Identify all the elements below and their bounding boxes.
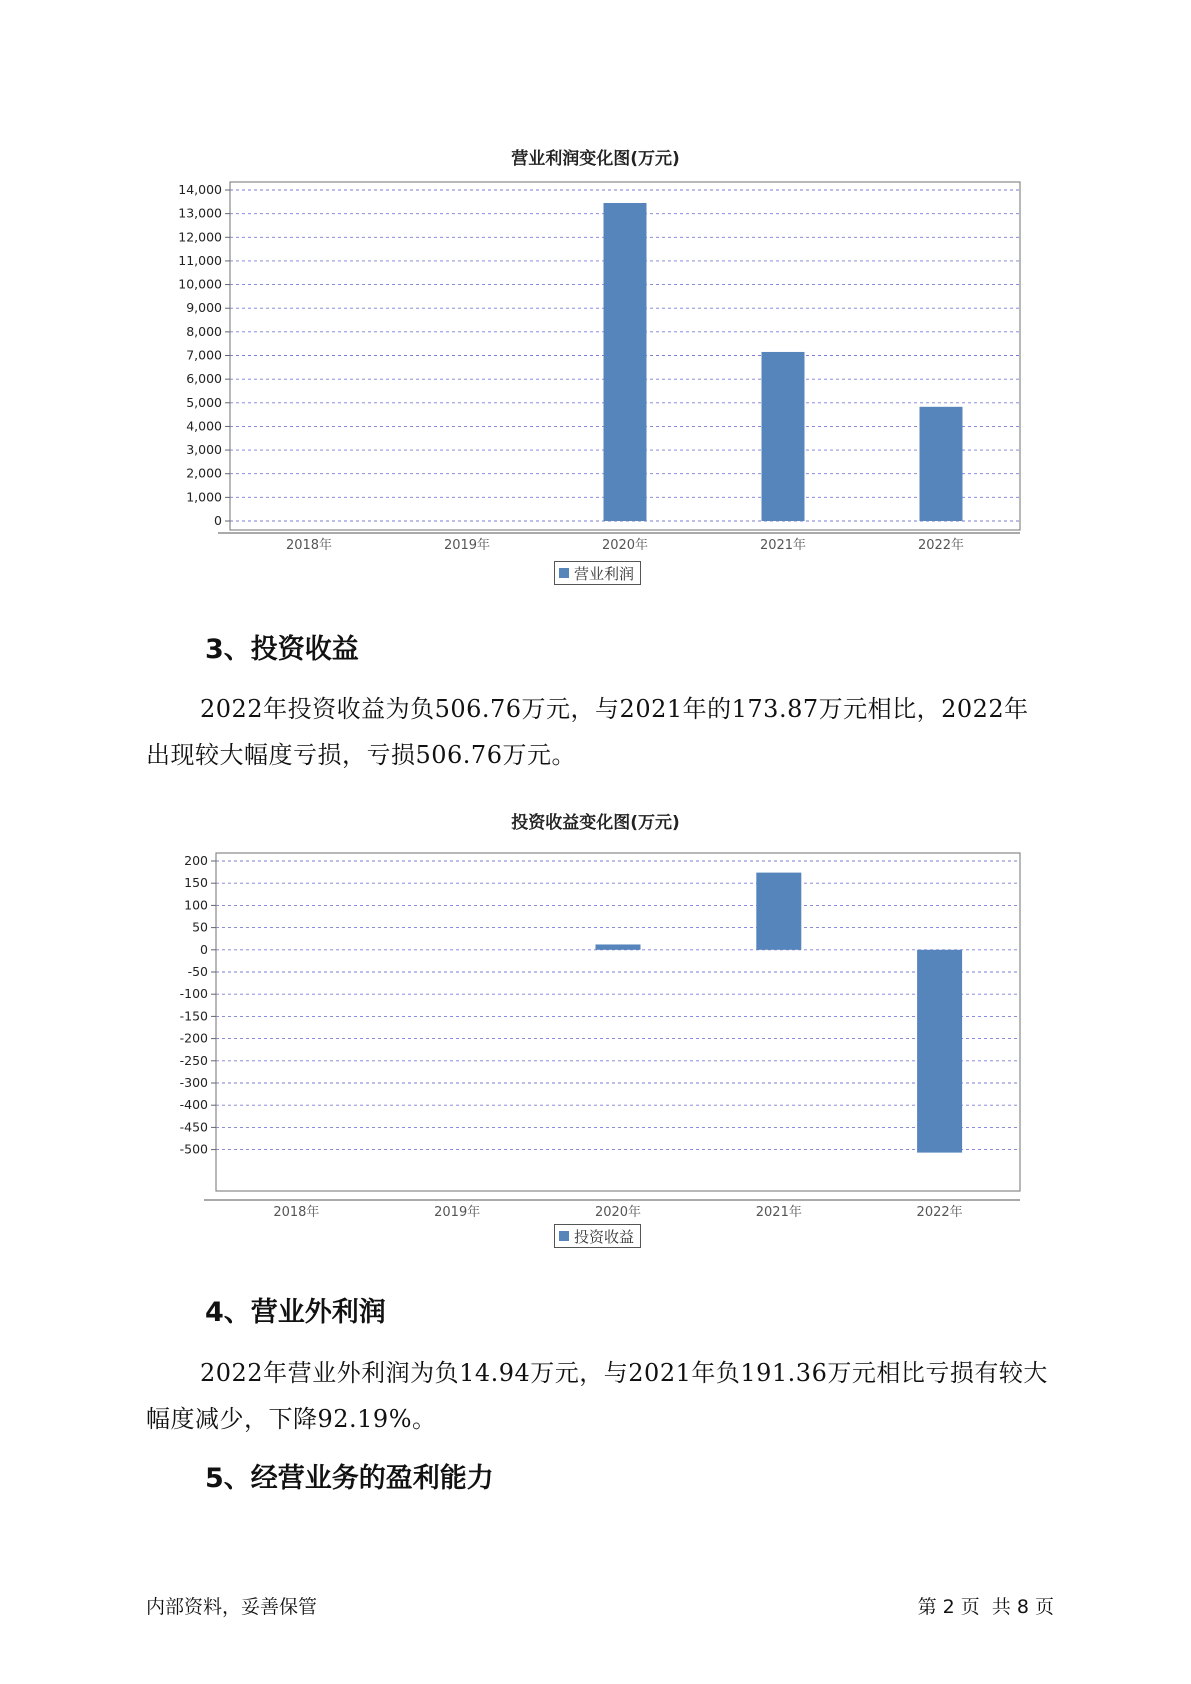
y-tick-label: 6,000 (186, 371, 222, 387)
x-tick-label: 2020年 (601, 538, 649, 553)
chart2-legend-label: 投资收益 (574, 1227, 635, 1246)
y-tick-label: 7,000 (186, 347, 222, 363)
x-tick-label: 2022年 (917, 538, 965, 553)
section3-heading: 3、投资收益 (205, 634, 359, 665)
y-tick-label: 3,000 (186, 442, 222, 458)
y-tick-label: 12,000 (178, 229, 222, 245)
section3-paragraph: 2022年投资收益为负506.76万元，与2021年的173.87万元相比，2022年出现较大幅度亏损，亏损506.76万元。 (146, 695, 1029, 769)
y-tick-label: 5,000 (186, 394, 222, 410)
bar (917, 950, 962, 1153)
y-tick-label: 1,000 (186, 489, 222, 505)
y-tick-label: 2,000 (186, 465, 222, 481)
y-tick-label: -200 (179, 1030, 208, 1046)
y-tick-label: -400 (179, 1097, 208, 1113)
bar (756, 873, 801, 950)
bar (596, 944, 641, 949)
y-tick-label: -450 (179, 1119, 208, 1135)
x-tick-label: 2022年 (916, 1205, 963, 1220)
y-tick-label: -100 (179, 986, 208, 1002)
y-tick-label: 100 (184, 897, 208, 913)
y-tick-label: 9,000 (186, 300, 222, 316)
y-tick-label: -250 (179, 1052, 208, 1068)
y-tick-label: 0 (200, 941, 208, 957)
section5-heading: 5、经营业务的盈利能力 (205, 1463, 494, 1494)
x-tick-label: 2019年 (434, 1205, 481, 1220)
y-tick-label: -500 (179, 1141, 208, 1157)
x-tick-label: 2018年 (273, 1205, 320, 1220)
y-tick-label: -50 (187, 964, 208, 979)
section4-heading: 4、营业外利润 (205, 1297, 386, 1328)
y-tick-label: 0 (214, 513, 222, 528)
chart2-legend (554, 1224, 641, 1248)
y-tick-label: 11,000 (178, 252, 222, 268)
chart1-legend-label: 营业利润 (574, 564, 635, 583)
y-tick-label: 8,000 (186, 323, 222, 339)
chart2-title: 投资收益变化图(万元) (511, 813, 680, 833)
y-tick-label: 13,000 (178, 205, 222, 221)
x-tick-label: 2019年 (443, 538, 491, 553)
legend-swatch (559, 1231, 569, 1241)
x-tick-label: 2020年 (594, 1205, 642, 1220)
plot-frame (216, 853, 1020, 1191)
y-tick-label: 150 (184, 875, 208, 891)
y-tick-label: -150 (179, 1008, 208, 1024)
section4-paragraph: 2022年营业外利润为负14.94万元，与2021年负191.36万元相比亏损有较大幅度减少，下降92.19%。 (146, 1359, 1048, 1433)
footer-page-number: 第 2 页 共 8 页 (917, 1596, 1054, 1618)
chart1-title: 营业利润变化图(万元) (511, 149, 680, 169)
y-tick-label: 14,000 (178, 182, 222, 197)
x-tick-label: 2018年 (285, 538, 333, 553)
y-tick-label: 10,000 (178, 276, 222, 292)
footer-confidential: 内部资料，妥善保管 (146, 1596, 318, 1618)
y-tick-label: 200 (184, 853, 208, 868)
x-tick-label: 2021年 (755, 1205, 802, 1220)
y-tick-label: 4,000 (186, 418, 222, 434)
x-tick-label: 2021年 (759, 538, 807, 553)
y-tick-label: 50 (192, 919, 208, 935)
y-tick-label: -300 (179, 1075, 208, 1090)
